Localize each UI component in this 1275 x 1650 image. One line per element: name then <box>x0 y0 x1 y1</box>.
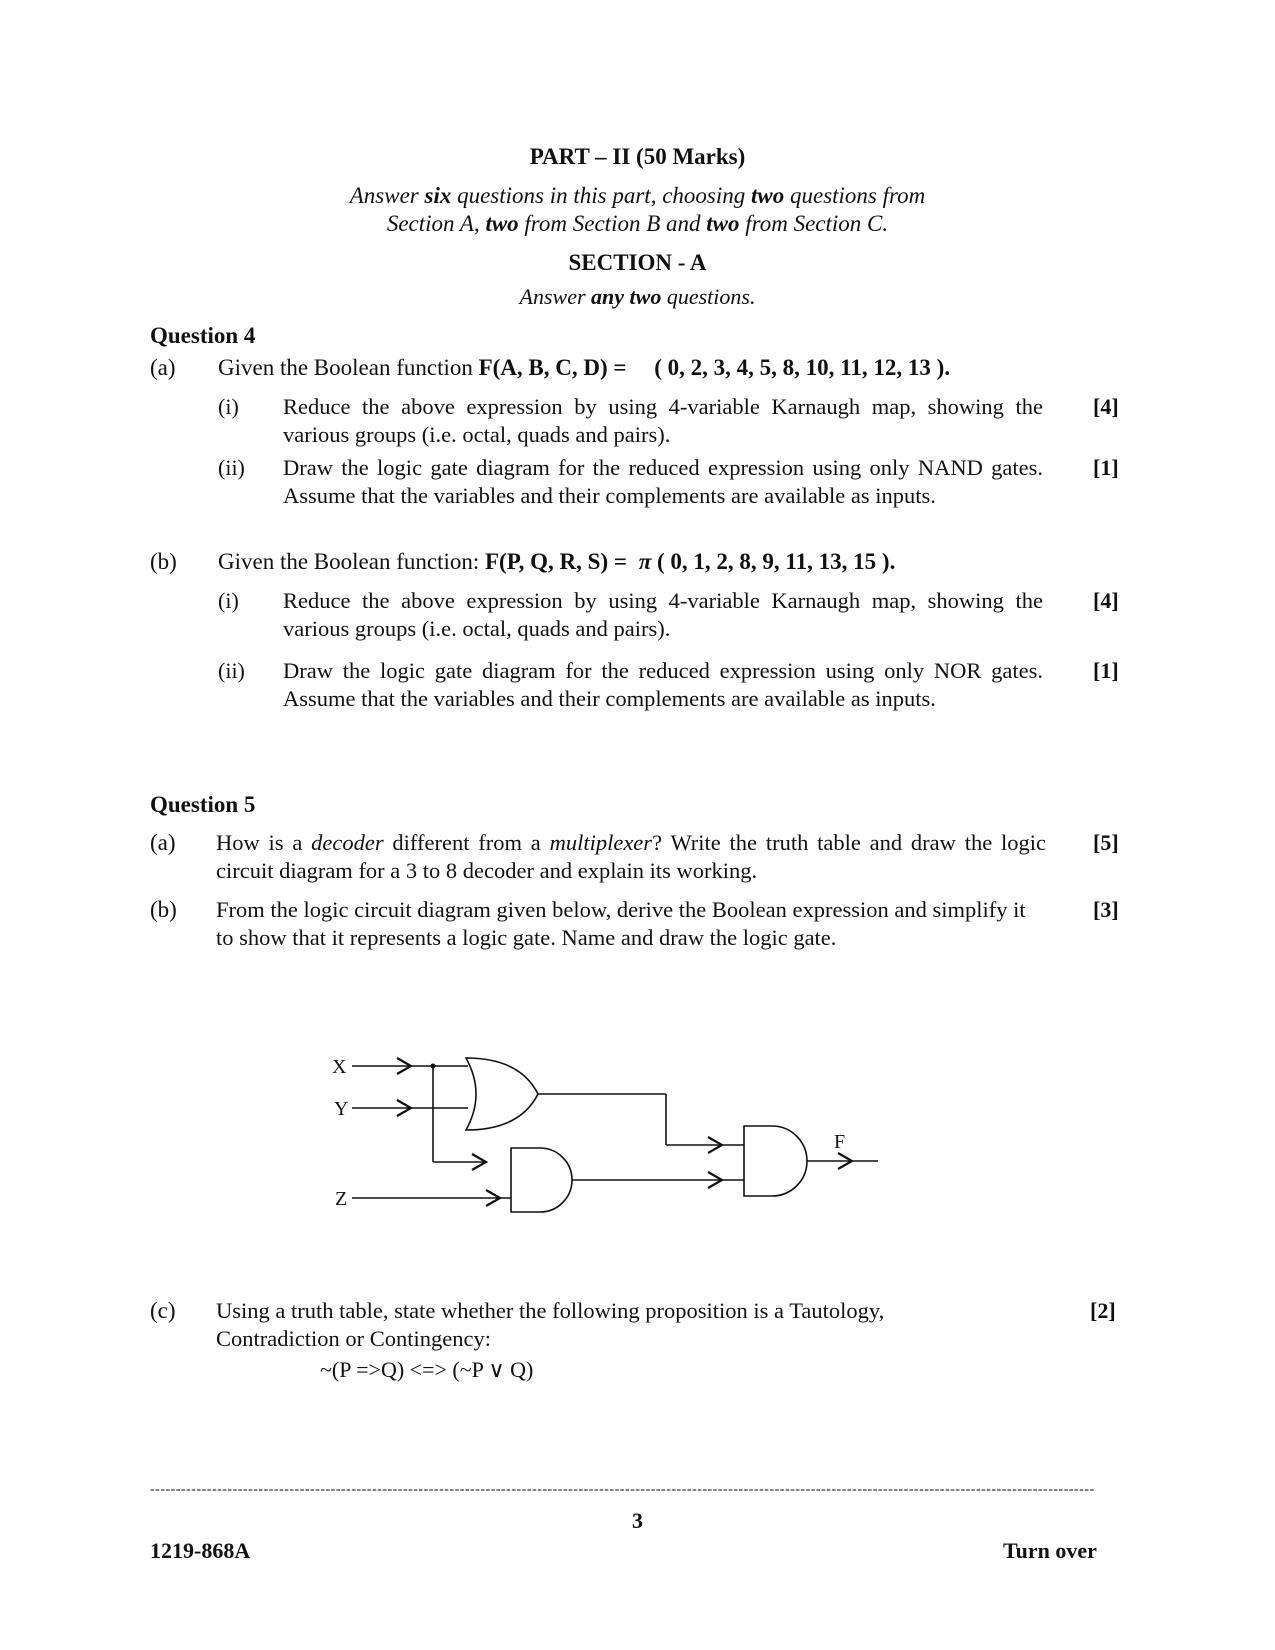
part-instructions-line1: Answer six questions in this part, choosing two questions from <box>349 183 926 208</box>
q4b-ii-text: Draw the logic gate diagram for the reduced expression using only NOR gates. Assume that the variables and their complements are available as inputs. <box>283 658 1043 711</box>
q4b-i-label: (i) <box>218 588 239 613</box>
question-5-title: Question 5 <box>150 792 256 817</box>
q4a-ii-label: (ii) <box>218 455 245 480</box>
q4b-ii-marks: [1] <box>1093 658 1119 683</box>
q4a-text: Given the Boolean function F(A, B, C, D) = ( 0, 2, 3, 4, 5, 8, 10, 11, 12, 13 ). <box>218 355 951 380</box>
q4b-label: (b) <box>150 549 177 574</box>
q5c-label: (c) <box>150 1298 176 1323</box>
q4a-i-label: (i) <box>218 394 239 419</box>
page-number: 3 <box>632 1508 643 1533</box>
q4a-ii-text: Draw the logic gate diagram for the reduced expression using only NAND gates. Assume that the variables and their complements are available as inputs. <box>283 455 1043 508</box>
q5b-text: From the logic circuit diagram given below, derive the Boolean expression and simplify it to show that it represents a logic gate. Name and draw the logic gate. <box>216 897 1026 950</box>
q5c-marks: [2] <box>1090 1298 1116 1323</box>
q5c-text: Using a truth table, state whether the following proposition is a Tautology, Contradiction or Contingency: <box>216 1298 885 1351</box>
q4a-label: (a) <box>150 355 176 380</box>
part-title: PART – II (50 Marks) <box>529 144 746 169</box>
junction-dot <box>431 1064 436 1069</box>
q5b-marks: [3] <box>1093 897 1119 922</box>
input-z-label: Z <box>335 1188 348 1210</box>
q5a-text: How is a decoder different from a multiplexer? Write the truth table and draw the logic circuit diagram for a 3 to 8 decoder and explain its working. <box>216 830 1046 883</box>
q5c-expression: ~(P =>Q) <=> (~P ∨ Q) <box>320 1357 534 1382</box>
q4a-i-text: Reduce the above expression by using 4-variable Karnaugh map, showing the various groups (i.e. octal, quads and pairs). <box>283 394 1043 447</box>
section-instruction: Answer any two questions. <box>519 284 756 309</box>
input-x-label: X <box>332 1056 347 1078</box>
and-gate-1 <box>511 1148 572 1212</box>
footer-divider: --------------------------------------------------------------------------------------------------------------------------------------------------------------------------------------- <box>150 1482 1095 1497</box>
q5b-label: (b) <box>150 897 177 922</box>
and-gate-2 <box>744 1126 807 1196</box>
paper-code: 1219-868A <box>150 1538 251 1563</box>
q4b-i-marks: [4] <box>1093 588 1119 613</box>
pi-symbol: π <box>638 549 652 574</box>
input-y-label: Y <box>334 1098 349 1120</box>
part-instructions-line2: Section A, two from Section B and two from Section C. <box>386 211 889 236</box>
turn-over: Turn over <box>1003 1538 1097 1563</box>
q5a-label: (a) <box>150 830 176 855</box>
or-gate <box>466 1058 538 1130</box>
q4b-i-text: Reduce the above expression by using 4-variable Karnaugh map, showing the various groups (i.e. octal, quads and pairs). <box>283 588 1043 641</box>
section-title: SECTION - A <box>568 250 707 275</box>
question-4-title: Question 4 <box>150 323 256 348</box>
output-f-label: F <box>834 1131 846 1153</box>
q4a-ii-marks: [1] <box>1093 455 1119 480</box>
q4a-i-marks: [4] <box>1093 394 1119 419</box>
q4b-text: Given the Boolean function: F(P, Q, R, S) = π ( 0, 1, 2, 8, 9, 11, 13, 15 ). <box>218 549 896 574</box>
q5a-marks: [5] <box>1093 830 1119 855</box>
q4b-ii-label: (ii) <box>218 658 245 683</box>
